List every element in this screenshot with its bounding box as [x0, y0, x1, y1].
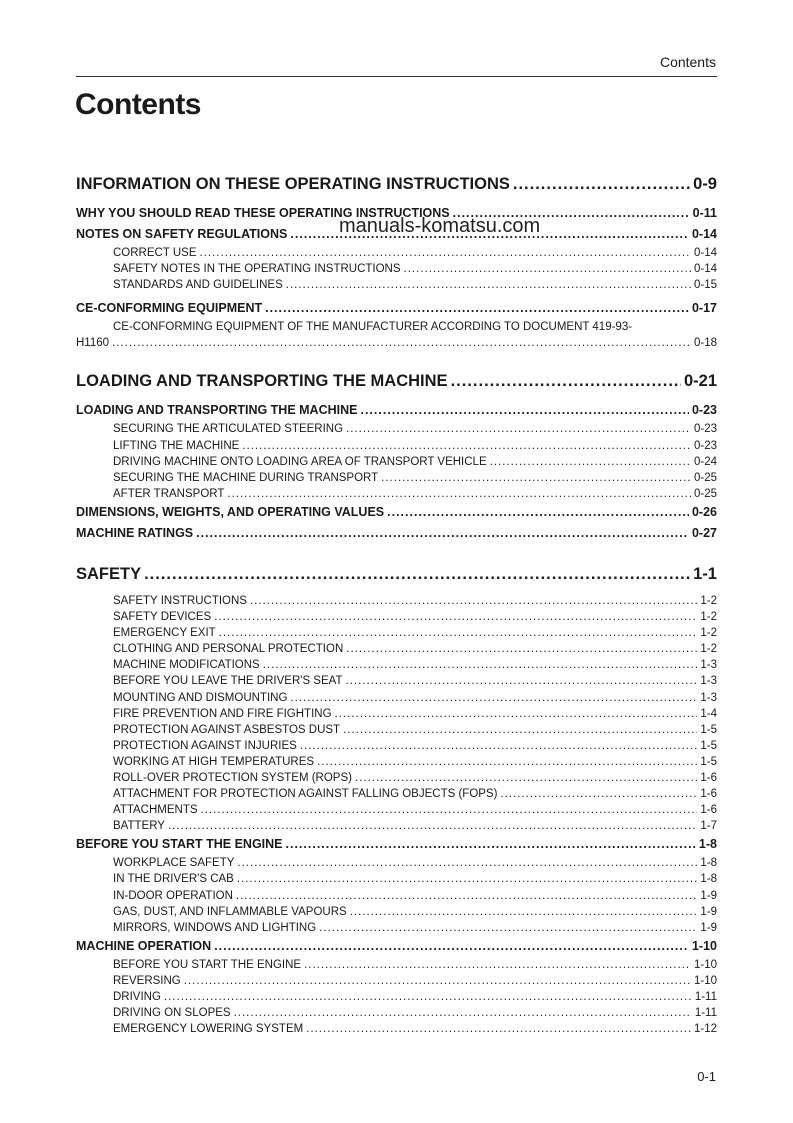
toc-title: PROTECTION AGAINST ASBESTOS DUST [113, 723, 341, 736]
dot-leader [250, 593, 697, 609]
toc-page: 0-17 [691, 301, 717, 316]
dot-leader [144, 560, 690, 588]
toc-title: EMERGENCY EXIT [113, 627, 216, 640]
toc-page: 0-11 [692, 206, 717, 220]
toc-title: LOADING AND TRANSPORTING THE MACHINE [76, 372, 448, 391]
page-title: Contents [75, 88, 201, 121]
toc-page: 1-9 [700, 889, 717, 902]
toc-title: DRIVING MACHINE ONTO LOADING AREA OF TRANSPORT VEHICLE [113, 455, 487, 468]
toc-page: 1-8 [698, 837, 717, 852]
toc-page: 0-23 [691, 403, 717, 418]
toc-entry[interactable] [76, 888, 717, 904]
toc-title: DIMENSIONS, WEIGHTS, AND OPERATING VALUES [76, 504, 385, 519]
toc-chapter[interactable] [76, 367, 717, 395]
toc-page: 1-6 [700, 788, 717, 801]
dot-leader [219, 625, 698, 641]
toc-page: 0-27 [691, 525, 717, 540]
toc-entry[interactable] [76, 657, 717, 673]
toc-title: DRIVING [113, 991, 161, 1003]
toc-entry[interactable] [76, 957, 717, 973]
toc-page: 1-4 [700, 707, 717, 720]
dot-leader [214, 609, 697, 625]
dot-leader [234, 1005, 692, 1021]
dot-leader [168, 818, 697, 834]
toc-page: 0-24 [693, 455, 717, 468]
toc-title: SECURING THE ARTICULATED STEERING [113, 423, 344, 436]
toc-page: 1-2 [700, 643, 717, 656]
toc-entry[interactable] [76, 754, 717, 770]
toc-entry[interactable] [76, 738, 717, 754]
toc-section[interactable] [76, 936, 717, 957]
toc-entry[interactable] [76, 855, 717, 871]
toc-page: 1-5 [700, 739, 717, 752]
dot-leader [350, 904, 698, 920]
toc-page: 0-25 [693, 487, 717, 500]
toc-page: 0-21 [683, 372, 717, 391]
toc-entry[interactable] [76, 438, 717, 454]
toc-page: 0-23 [693, 423, 717, 436]
dot-leader [513, 170, 690, 198]
dot-leader [335, 706, 698, 722]
toc-entry[interactable] [76, 920, 717, 936]
toc-title: BEFORE YOU LEAVE THE DRIVER'S SEAT [113, 675, 343, 688]
toc-entry[interactable] [76, 818, 717, 834]
toc-title: MOUNTING AND DISMOUNTING [113, 691, 288, 704]
toc-title: FIRE PREVENTION AND FIRE FIGHTING [113, 707, 332, 720]
toc-title: SAFETY DEVICES [113, 611, 212, 624]
toc-page: 1-9 [700, 905, 717, 918]
header-divider [76, 76, 717, 77]
toc-page: 0-15 [693, 279, 717, 292]
toc-entry[interactable] [76, 973, 717, 989]
toc-entry[interactable] [76, 871, 717, 887]
toc-title: MIRRORS, WINDOWS AND LIGHTING [113, 921, 317, 934]
dot-leader [346, 421, 691, 437]
toc-title: MACHINE MODIFICATIONS [113, 659, 260, 672]
dot-leader [265, 298, 689, 319]
toc-page: 1-1 [693, 564, 717, 583]
toc-page: 1-10 [691, 938, 717, 953]
toc-entry[interactable] [76, 904, 717, 920]
toc-title: NOTES ON SAFETY REGULATIONS [76, 227, 288, 241]
toc-title: REVERSING [113, 974, 181, 987]
toc-title: PROTECTION AGAINST INJURIES [113, 739, 297, 752]
toc-page: 0-26 [691, 504, 717, 519]
toc-page: 1-10 [693, 974, 717, 987]
toc-title: INFORMATION ON THESE OPERATING INSTRUCTIONS [76, 175, 510, 193]
toc-title: SAFETY INSTRUCTIONS [113, 594, 247, 607]
toc-title: MACHINE RATINGS [76, 525, 194, 540]
dot-leader [343, 722, 697, 738]
toc-entry[interactable] [76, 770, 717, 786]
dot-leader [164, 989, 692, 1005]
toc-page: 0-25 [693, 471, 717, 484]
toc-entry[interactable] [76, 261, 717, 277]
toc-entry[interactable] [76, 1005, 717, 1021]
toc-page: 1-5 [700, 755, 717, 768]
toc-entry[interactable] [76, 277, 717, 293]
toc-page: 1-9 [700, 921, 717, 934]
dot-leader [236, 888, 697, 904]
toc-entry[interactable] [76, 593, 717, 609]
dot-leader [346, 673, 698, 689]
toc-title: IN-DOOR OPERATION [113, 889, 233, 902]
dot-leader [184, 973, 691, 989]
dot-leader [200, 245, 691, 261]
dot-leader [237, 855, 697, 871]
toc-entry[interactable] [76, 1021, 717, 1037]
toc-entry[interactable] [76, 421, 717, 437]
dot-leader [360, 400, 688, 421]
toc-entry-wrapped-line[interactable]: CE-CONFORMING EQUIPMENT OF THE MANUFACTURER ACCORDING TO DOCUMENT 419-93- [113, 321, 633, 334]
toc-page: 1-2 [700, 611, 717, 624]
toc-page: 1-10 [693, 958, 717, 971]
toc-title: CLOTHING AND PERSONAL PROTECTION [113, 643, 344, 656]
dot-leader [286, 277, 691, 293]
toc-entry[interactable] [76, 673, 717, 689]
dot-leader [286, 834, 696, 855]
toc-page: 0-23 [693, 439, 717, 452]
toc-title: BEFORE YOU START THE ENGINE [76, 837, 283, 852]
dot-leader [317, 754, 697, 770]
toc-title: CORRECT USE [113, 247, 197, 259]
toc-page: 0-9 [693, 175, 717, 193]
dot-leader [387, 502, 689, 523]
dot-leader [242, 438, 691, 454]
toc-title: WORKING AT HIGH TEMPERATURES [113, 755, 315, 768]
toc-title: ATTACHMENTS [113, 804, 198, 817]
dot-leader [237, 871, 698, 887]
toc-page: 1-7 [700, 820, 717, 833]
toc-entry[interactable] [76, 641, 717, 657]
toc-title: STANDARDS AND GUIDELINES [113, 279, 283, 292]
page-number: 0-1 [697, 1069, 716, 1084]
toc-title: LOADING AND TRANSPORTING THE MACHINE [76, 403, 358, 418]
toc-title: WORKPLACE SAFETY [113, 857, 235, 870]
toc-entry[interactable] [76, 625, 717, 641]
toc-entry[interactable] [76, 989, 717, 1005]
toc-entry[interactable] [76, 454, 717, 470]
toc-title: BATTERY [113, 820, 165, 833]
toc-entry[interactable] [76, 609, 717, 625]
toc-section[interactable] [76, 502, 717, 523]
toc-title: EMERGENCY LOWERING SYSTEM [113, 1023, 304, 1036]
dot-leader [500, 786, 697, 802]
dot-leader [319, 920, 697, 936]
dot-leader [451, 367, 681, 395]
toc-title: H1160 [76, 337, 110, 350]
toc-entry[interactable] [76, 486, 717, 502]
toc-page: 0-18 [693, 337, 717, 350]
toc-page: 1-8 [700, 873, 717, 886]
toc-title: MACHINE OPERATION [76, 938, 212, 953]
toc-entry[interactable] [76, 722, 717, 738]
dot-leader [381, 470, 691, 486]
toc-page: 0-14 [693, 263, 717, 276]
toc-title: ATTACHMENT FOR PROTECTION AGAINST FALLING OBJECTS (FOPS) [113, 788, 498, 801]
dot-leader [490, 454, 691, 470]
toc-title: DRIVING ON SLOPES [113, 1007, 231, 1020]
running-header: Contents [659, 54, 716, 70]
toc-page: 0-14 [693, 247, 717, 259]
toc-title: ROLL-OVER PROTECTION SYSTEM (ROPS) [113, 771, 352, 784]
toc-chapter[interactable] [76, 170, 717, 198]
dot-leader [404, 261, 691, 277]
toc-page: 1-11 [694, 1007, 717, 1020]
toc-page: 1-5 [700, 723, 717, 736]
toc-page: 1-11 [694, 991, 717, 1003]
toc-entry[interactable] [76, 335, 717, 351]
dot-leader [214, 936, 689, 957]
toc-chapter[interactable] [76, 560, 717, 588]
toc-title: SAFETY [76, 564, 142, 583]
dot-leader [304, 957, 691, 973]
toc-entry[interactable] [76, 245, 717, 261]
dot-leader [355, 770, 697, 786]
toc-title: BEFORE YOU START THE ENGINE [113, 958, 302, 971]
toc-entry[interactable] [76, 786, 717, 802]
toc-entry[interactable] [76, 706, 717, 722]
toc-page: 0-14 [691, 227, 717, 241]
watermark-text: manuals-komatsu.com [339, 215, 541, 237]
toc-title: SECURING THE MACHINE DURING TRANSPORT [113, 471, 379, 484]
toc-entry[interactable] [76, 802, 717, 818]
toc-title: IN THE DRIVER'S CAB [113, 873, 234, 886]
dot-leader [201, 802, 698, 818]
dot-leader [306, 1021, 691, 1037]
toc-title: LIFTING THE MACHINE [113, 439, 240, 452]
toc-page: 1-6 [700, 804, 717, 817]
dot-leader [290, 690, 697, 706]
toc-page: 1-8 [700, 857, 717, 870]
toc-page: 1-3 [700, 675, 717, 688]
toc-title: GAS, DUST, AND INFLAMMABLE VAPOURS [113, 905, 347, 918]
dot-leader [263, 657, 698, 673]
toc-page: 1-3 [700, 691, 717, 704]
toc-page: 1-12 [693, 1023, 717, 1036]
toc-page: 1-6 [700, 771, 717, 784]
toc-page: 1-2 [700, 594, 717, 607]
toc-section[interactable] [76, 834, 717, 855]
toc-title: AFTER TRANSPORT [113, 487, 225, 500]
dot-leader [112, 335, 691, 351]
toc-section[interactable] [76, 400, 717, 421]
dot-leader [346, 641, 697, 657]
table-of-contents [76, 170, 717, 1037]
toc-entry[interactable] [76, 470, 717, 486]
toc-page: 1-2 [700, 627, 717, 640]
toc-section[interactable] [76, 298, 717, 319]
dot-leader [196, 523, 689, 544]
toc-entry[interactable] [76, 690, 717, 706]
toc-title: CE-CONFORMING EQUIPMENT [76, 301, 263, 316]
toc-section[interactable] [76, 523, 717, 544]
toc-title: SAFETY NOTES IN THE OPERATING INSTRUCTIONS [113, 263, 401, 276]
toc-page: 1-3 [700, 659, 717, 672]
toc-title: WHY YOU SHOULD READ THESE OPERATING INSTRUCTIONS [76, 206, 450, 220]
dot-leader [227, 486, 691, 502]
dot-leader [300, 738, 698, 754]
